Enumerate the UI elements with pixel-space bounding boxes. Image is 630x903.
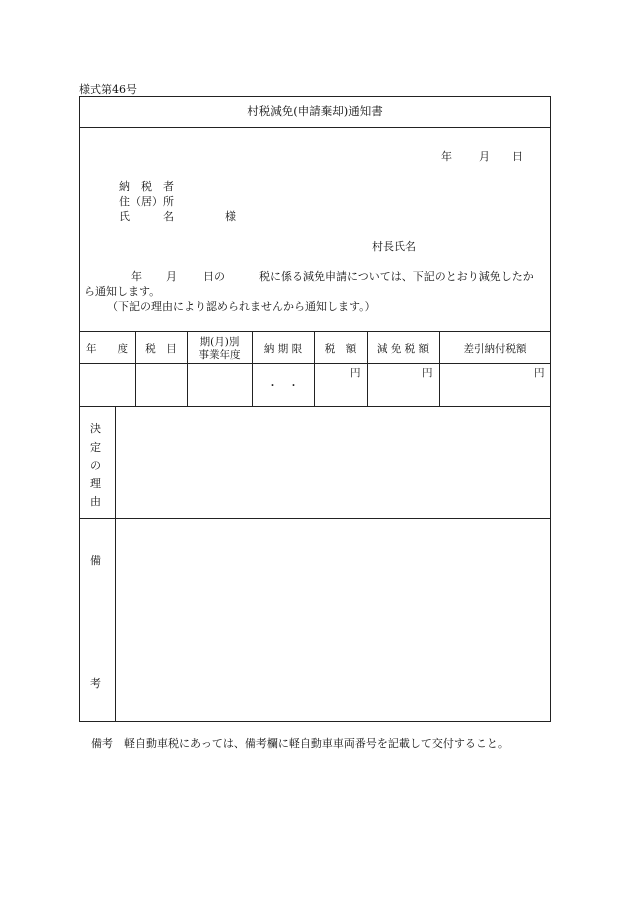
footer-note: 備考 軽自動車税にあっては、備考欄に軽自動車車両番号を記載して交付すること。	[91, 737, 509, 750]
mayor-name-label: 村長氏名	[372, 240, 416, 253]
body-line1: 税に係る減免申請については、下記のとおり減免したか	[259, 270, 534, 283]
reason-label-char: 決	[90, 422, 101, 435]
reason-label-char: 由	[90, 495, 101, 508]
due-date-dots: ・ ・	[267, 380, 299, 392]
header-fiscal-year: 年 度	[86, 343, 128, 355]
taxpayer-label: 納 税 者	[119, 180, 174, 193]
date-day-label: 日	[512, 150, 523, 163]
body-month: 月	[166, 270, 177, 283]
label-column-divider	[115, 406, 116, 722]
date-year-label: 年	[441, 150, 452, 163]
name-label: 氏 名	[119, 210, 174, 223]
reason-label-char: 定	[90, 441, 101, 454]
title-divider	[79, 127, 551, 128]
remarks-label-top: 備	[90, 554, 101, 567]
yen-unit-tax: 円	[350, 367, 361, 379]
table-top-border	[79, 331, 551, 332]
body-line2: ら通知します。	[84, 285, 161, 298]
document-title: 村税減免(申請棄却)通知書	[247, 104, 383, 118]
table-bottom-border	[79, 406, 551, 407]
reason-label-char: 理	[90, 477, 101, 490]
body-day: 日の	[203, 270, 225, 283]
header-due-date: 納 期 限	[263, 343, 303, 355]
header-period-line2: 事業年度	[198, 349, 241, 361]
form-number: 様式第46号	[79, 83, 137, 96]
yen-unit-reduction: 円	[422, 367, 433, 379]
date-month-label: 月	[479, 150, 490, 163]
body-year: 年	[131, 270, 142, 283]
header-tax-amount: 税 額	[324, 343, 357, 355]
address-label: 住（居）所	[119, 195, 174, 208]
table-header-divider	[79, 363, 551, 364]
yen-unit-net: 円	[534, 367, 545, 379]
header-net-payable: 差引納付税額	[463, 343, 527, 355]
remarks-label-bottom: 考	[90, 677, 101, 690]
reason-label-char: の	[90, 459, 101, 472]
header-tax-item: 税 目	[145, 343, 177, 355]
body-line3: （下記の理由により認められませんから通知します。）	[107, 300, 376, 313]
honorific-sama: 様	[225, 210, 236, 223]
header-reduction-amount: 減 免 税 額	[376, 343, 429, 355]
header-period-line1: 期(月)別	[199, 336, 240, 348]
reason-remarks-divider	[79, 518, 551, 519]
